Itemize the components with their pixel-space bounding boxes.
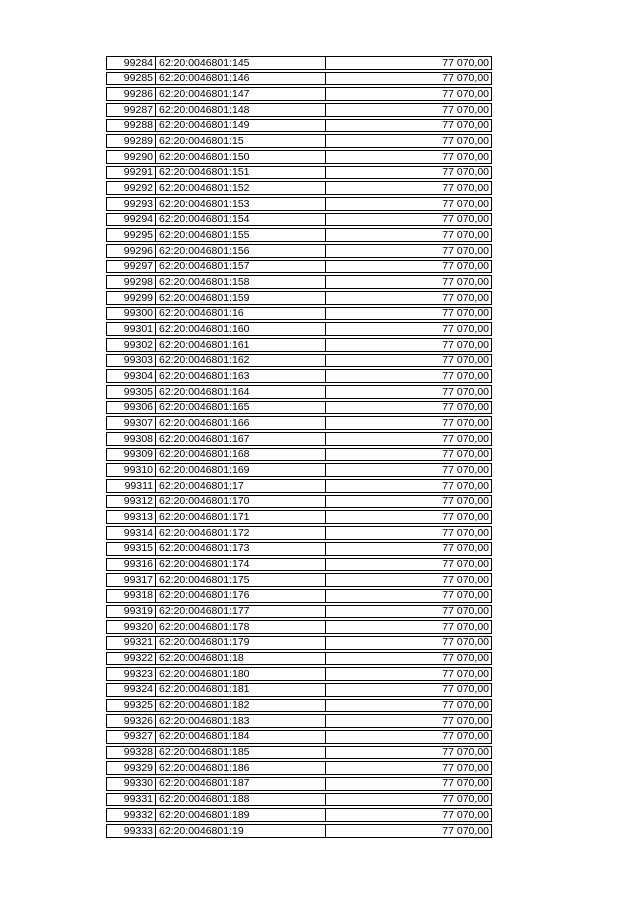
value-cell: 77 070,00 [442,433,489,445]
cadastral-code-cell: 62:20:0046801:159 [156,292,326,304]
value-cell: 77 070,00 [442,417,489,430]
cadastral-code-cell: 62:20:0046801:187 [156,778,326,790]
table-row [106,463,492,477]
table-row [106,542,492,556]
value-cell: 77 070,00 [442,88,489,100]
value-cell: 77 070,00 [442,699,489,712]
value-cell: 77 070,00 [442,511,489,524]
value-cell: 77 070,00 [442,746,489,759]
cadastral-table [106,56,492,838]
row-number-cell: 99292 [107,182,156,194]
cadastral-code-cell: 62:20:0046801:152 [156,182,326,194]
value-cell: 77 070,00 [442,730,489,743]
row-number-cell: 99300 [107,308,156,320]
table-row [106,181,492,195]
table-row [106,573,492,587]
table-row [106,605,492,619]
row-number-cell: 99289 [107,135,156,147]
cadastral-code-cell: 62:20:0046801:170 [156,496,326,508]
row-number-cell: 99314 [107,527,156,539]
cadastral-code-cell: 62:20:0046801:160 [156,323,326,335]
cadastral-code-cell: 62:20:0046801:171 [156,511,326,523]
cadastral-code-cell: 62:20:0046801:156 [156,245,326,257]
row-number-cell: 99319 [107,606,156,618]
value-cell: 77 070,00 [442,276,489,288]
table-row [106,134,492,148]
cadastral-code-cell: 62:20:0046801:178 [156,621,326,633]
cadastral-code-cell: 62:20:0046801:175 [156,574,326,586]
cadastral-code-cell: 62:20:0046801:163 [156,370,326,382]
row-number-cell: 99313 [107,511,156,523]
cadastral-code-cell: 62:20:0046801:151 [156,167,326,179]
row-number-cell: 99286 [107,88,156,100]
cadastral-code-cell: 62:20:0046801:167 [156,433,326,445]
row-number-cell: 99318 [107,590,156,602]
row-number-cell: 99317 [107,574,156,586]
cadastral-code-cell: 62:20:0046801:158 [156,276,326,288]
table-row [106,275,492,289]
value-cell: 77 070,00 [442,464,489,477]
cadastral-code-cell: 62:20:0046801:150 [156,151,326,163]
value-cell: 77 070,00 [442,621,489,633]
cadastral-code-cell: 62:20:0046801:182 [156,700,326,712]
table-row [106,369,492,383]
row-number-cell: 99320 [107,621,156,633]
cadastral-code-cell: 62:20:0046801:181 [156,684,326,696]
table-row [106,793,492,807]
table-row [106,416,492,430]
table-row [106,197,492,211]
row-number-cell: 99321 [107,637,156,649]
value-cell: 77 070,00 [442,824,489,837]
table-row [106,589,492,603]
table-row [106,307,492,321]
row-number-cell: 99323 [107,668,156,680]
cadastral-code-cell: 62:20:0046801:155 [156,229,326,241]
row-number-cell: 99285 [107,73,156,85]
value-cell: 77 070,00 [442,777,489,790]
table-row [106,401,492,415]
table-row [106,730,492,744]
cadastral-code-cell: 62:20:0046801:148 [156,104,326,116]
cadastral-code-cell: 62:20:0046801:18 [156,653,326,665]
cadastral-code-cell: 62:20:0046801:147 [156,88,326,100]
table-row [106,260,492,274]
cadastral-code-cell: 62:20:0046801:153 [156,198,326,210]
table-row [106,636,492,650]
cadastral-code-cell: 62:20:0046801:15 [156,135,326,147]
row-number-cell: 99284 [107,57,156,69]
cadastral-code-cell: 62:20:0046801:16 [156,308,326,320]
value-cell: 77 070,00 [442,652,489,665]
value-cell: 77 070,00 [442,57,489,69]
row-number-cell: 99328 [107,747,156,759]
value-cell: 77 070,00 [442,213,489,226]
value-cell: 77 070,00 [442,715,489,727]
value-cell: 77 070,00 [442,198,489,210]
row-number-cell: 99293 [107,198,156,210]
table-row [106,824,492,838]
row-number-cell: 99298 [107,276,156,288]
table-row [106,56,492,70]
row-number-cell: 99304 [107,370,156,382]
value-cell: 77 070,00 [442,574,489,586]
cadastral-code-cell: 62:20:0046801:172 [156,527,326,539]
value-cell: 77 070,00 [442,135,489,147]
table-row [106,87,492,101]
value-cell: 77 070,00 [442,151,489,163]
row-number-cell: 99287 [107,104,156,116]
row-number-cell: 99330 [107,778,156,790]
table-row [106,103,492,117]
table-row [106,244,492,258]
cadastral-code-cell: 62:20:0046801:186 [156,762,326,774]
cadastral-code-cell: 62:20:0046801:188 [156,794,326,806]
value-cell: 77 070,00 [442,323,489,335]
cadastral-code-cell: 62:20:0046801:19 [156,825,326,837]
table-row [106,510,492,524]
row-number-cell: 99305 [107,386,156,398]
row-number-cell: 99295 [107,229,156,241]
cadastral-code-cell: 62:20:0046801:176 [156,590,326,602]
row-number-cell: 99329 [107,762,156,774]
row-number-cell: 99326 [107,715,156,727]
table-row [106,228,492,242]
cadastral-code-cell: 62:20:0046801:166 [156,417,326,429]
table-row [106,526,492,540]
cadastral-code-cell: 62:20:0046801:173 [156,543,326,555]
value-cell: 77 070,00 [442,542,489,555]
value-cell: 77 070,00 [442,166,489,179]
value-cell: 77 070,00 [442,292,489,304]
row-number-cell: 99324 [107,684,156,696]
table-row [106,667,492,681]
value-cell: 77 070,00 [442,668,489,680]
row-number-cell: 99296 [107,245,156,257]
table-row [106,495,492,509]
table-row [106,448,492,462]
row-number-cell: 99315 [107,543,156,555]
row-number-cell: 99332 [107,809,156,821]
value-cell: 77 070,00 [442,683,489,696]
row-number-cell: 99311 [107,480,156,492]
value-cell: 77 070,00 [442,495,489,508]
row-number-cell: 99288 [107,120,156,132]
cadastral-code-cell: 62:20:0046801:146 [156,73,326,85]
value-cell: 77 070,00 [442,448,489,461]
cadastral-code-cell: 62:20:0046801:157 [156,261,326,273]
value-cell: 77 070,00 [442,527,489,539]
table-row [106,746,492,760]
value-cell: 77 070,00 [442,182,489,194]
table-row [106,808,492,822]
value-cell: 77 070,00 [442,245,489,257]
cadastral-code-cell: 62:20:0046801:154 [156,214,326,226]
table-row [106,72,492,86]
row-number-cell: 99297 [107,261,156,273]
cadastral-code-cell: 62:20:0046801:185 [156,747,326,759]
table-row [106,291,492,305]
cadastral-code-cell: 62:20:0046801:183 [156,715,326,727]
table-row [106,119,492,133]
row-number-cell: 99327 [107,731,156,743]
value-cell: 77 070,00 [442,401,489,414]
cadastral-code-cell: 62:20:0046801:169 [156,464,326,476]
table-row [106,761,492,775]
value-cell: 77 070,00 [442,354,489,367]
cadastral-code-cell: 62:20:0046801:177 [156,606,326,618]
row-number-cell: 99308 [107,433,156,445]
row-number-cell: 99302 [107,339,156,351]
table-row [106,714,492,728]
value-cell: 77 070,00 [442,636,489,649]
table-row [106,338,492,352]
table-row [106,432,492,446]
cadastral-code-cell: 62:20:0046801:17 [156,480,326,492]
row-number-cell: 99322 [107,653,156,665]
row-number-cell: 99291 [107,167,156,179]
value-cell: 77 070,00 [442,104,489,116]
cadastral-code-cell: 62:20:0046801:162 [156,355,326,367]
value-cell: 77 070,00 [442,307,489,320]
row-number-cell: 99309 [107,449,156,461]
cadastral-code-cell: 62:20:0046801:184 [156,731,326,743]
table-row [106,620,492,634]
row-number-cell: 99310 [107,464,156,476]
row-number-cell: 99294 [107,214,156,226]
value-cell: 77 070,00 [442,370,489,383]
value-cell: 77 070,00 [442,558,489,571]
row-number-cell: 99306 [107,402,156,414]
cadastral-code-cell: 62:20:0046801:179 [156,637,326,649]
table-row [106,558,492,572]
table-row [106,683,492,697]
table-row [106,652,492,666]
table-row [106,699,492,713]
table-row [106,166,492,180]
cadastral-code-cell: 62:20:0046801:149 [156,120,326,132]
table-row [106,777,492,791]
table-row [106,354,492,368]
cadastral-code-cell: 62:20:0046801:180 [156,668,326,680]
row-number-cell: 99333 [107,825,156,837]
table-row [106,385,492,399]
row-number-cell: 99316 [107,559,156,571]
row-number-cell: 99303 [107,355,156,367]
row-number-cell: 99312 [107,496,156,508]
value-cell: 77 070,00 [442,72,489,85]
value-cell: 77 070,00 [442,480,489,492]
cadastral-code-cell: 62:20:0046801:164 [156,386,326,398]
cadastral-code-cell: 62:20:0046801:174 [156,559,326,571]
table-row [106,479,492,493]
value-cell: 77 070,00 [442,793,489,806]
row-number-cell: 99307 [107,417,156,429]
cadastral-code-cell: 62:20:0046801:161 [156,339,326,351]
value-cell: 77 070,00 [442,339,489,351]
cadastral-code-cell: 62:20:0046801:165 [156,402,326,414]
table-row [106,322,492,336]
value-cell: 77 070,00 [442,589,489,602]
table-row [106,213,492,227]
value-cell: 77 070,00 [442,229,489,241]
row-number-cell: 99299 [107,292,156,304]
value-cell: 77 070,00 [442,762,489,774]
row-number-cell: 99331 [107,794,156,806]
value-cell: 77 070,00 [442,260,489,273]
value-cell: 77 070,00 [442,605,489,618]
row-number-cell: 99301 [107,323,156,335]
cadastral-code-cell: 62:20:0046801:168 [156,449,326,461]
table-row [106,150,492,164]
row-number-cell: 99325 [107,700,156,712]
value-cell: 77 070,00 [442,119,489,132]
value-cell: 77 070,00 [442,386,489,398]
cadastral-code-cell: 62:20:0046801:189 [156,809,326,821]
cadastral-code-cell: 62:20:0046801:145 [156,57,326,69]
row-number-cell: 99290 [107,151,156,163]
value-cell: 77 070,00 [442,809,489,821]
